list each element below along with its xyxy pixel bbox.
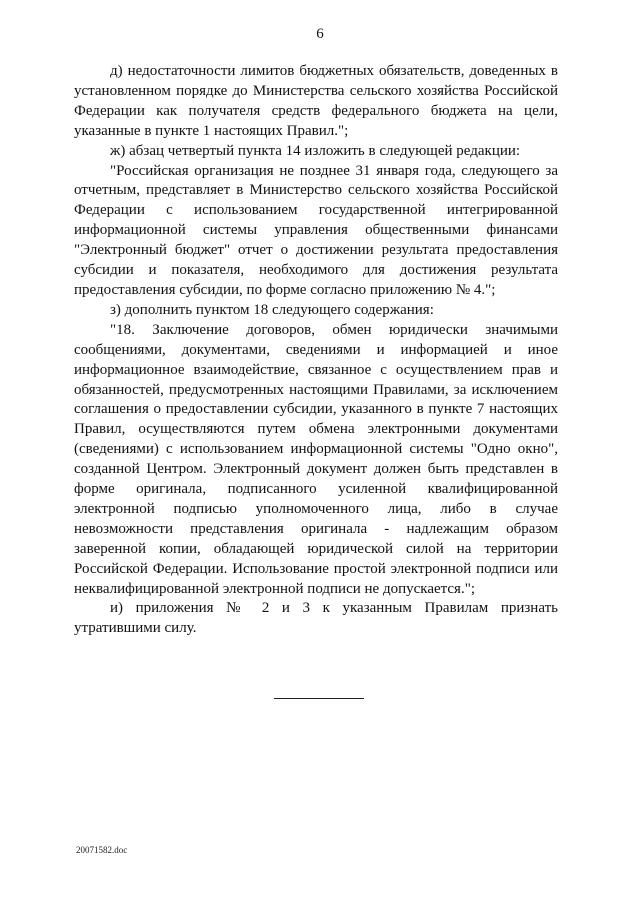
document-body (74, 62, 558, 639)
document-file-id: 20071582.doc (76, 845, 128, 855)
paragraph-z: з) дополнить пунктом 18 следующего содержания: (110, 301, 434, 318)
page-number: 6 (316, 26, 324, 42)
paragraph-zh: ж) абзац четвертый пункта 14 изложить в следующей редакции: (110, 142, 521, 159)
separator-line (274, 698, 364, 699)
paragraph-d: д) недостаточности лимитов бюджетных обязательств, доведенных в установленном порядке до Министерства сельского хозяйства Российской Федерации как получателя средств федерального бюджета на цели, указанные в пункте 1 настоящих Правил."; (74, 63, 558, 139)
paragraph-z-quote: "18. Заключение договоров, обмен юридически значимыми сообщениями, документами, сведениями и информацией и иное информационное взаимодействие, связанное с осуществлением прав и обязанностей, предусмотренных настоящими Правилами, за исключением соглашения о предоставлении субсидии, указанного в пункте 7 настоящих Правил, осуществляются путем обмена электронными документами (сведениями) с использованием информационной системы "Одно окно", созданной Центром. Электронный документ должен быть представлен в форме оригинала, подписанного усиленной квалифицированной электронной подписью уполномоченного лица, либо в случае невозможности представления оригинала - надлежащим образом заверенной копии, обладающей юридической силой на территории Российской Федерации. Использование простой электронной подписи или неквалифицированной электронной подписи не допускается."; (74, 321, 558, 597)
paragraph-i: и) приложения № 2 и 3 к указанным Правилам признать утратившими силу. (74, 600, 558, 637)
paragraph-zh-quote: "Российская организация не позднее 31 января года, следующего за отчетным, представляет в Министерство сельского хозяйства Российской Федерации с использованием государственной интегрированной информационной системы управления общественными финансами "Электронный бюджет" отчет о достижении результата предоставления субсидии и показателя, необходимого для достижения результата предоставления субсидии, по форме согласно приложению № 4."; (74, 162, 558, 298)
